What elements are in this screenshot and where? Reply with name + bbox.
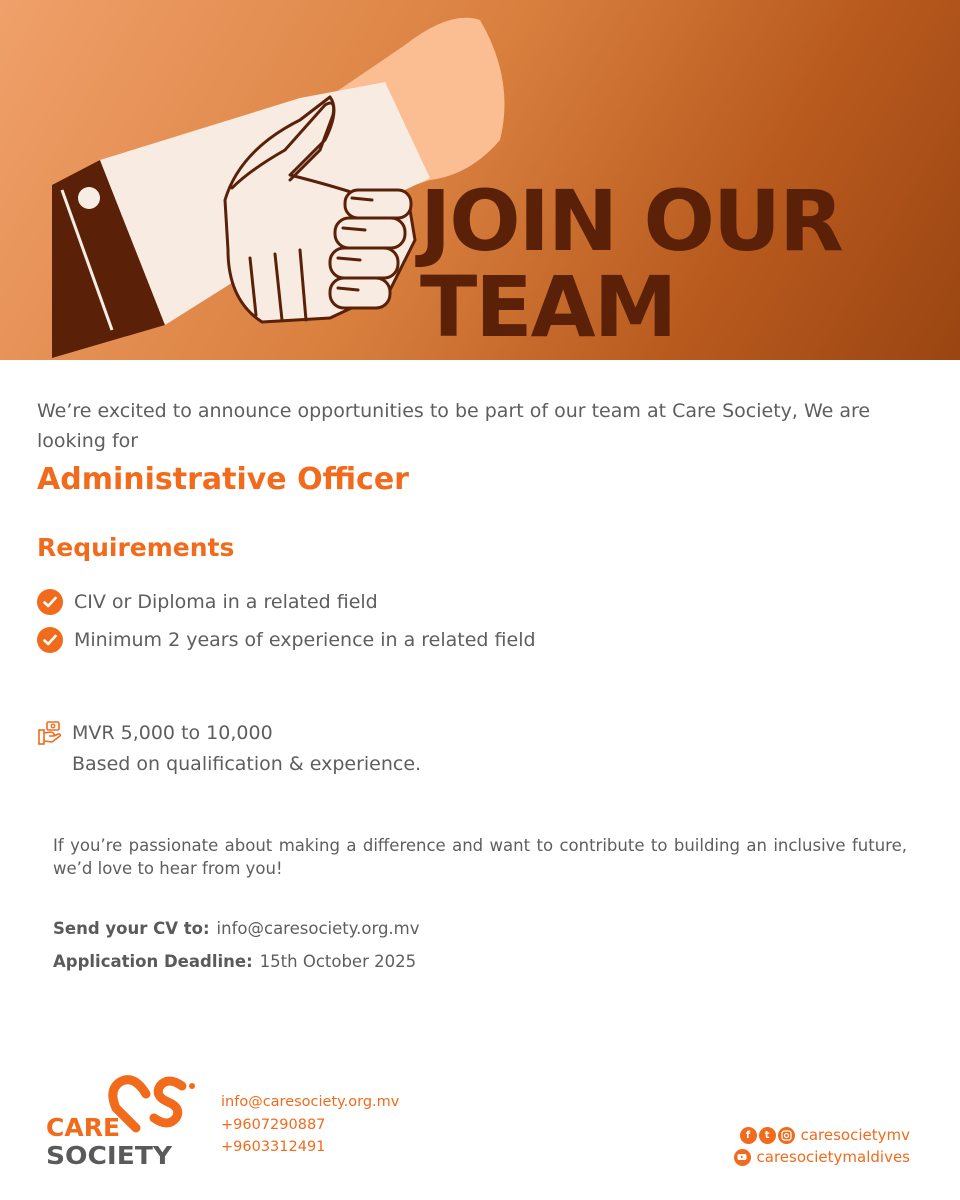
contact-phone-1[interactable]: +9607290887 (221, 1116, 326, 1133)
headline-line-2: TEAM (420, 258, 676, 356)
application-info (53, 912, 420, 978)
closing-paragraph: If you’re passionate about making a difference and want to contribute to building an inclusive future, we’d love to hear from you! (53, 836, 907, 878)
facebook-icon[interactable]: f (740, 1127, 757, 1144)
social-handle-2[interactable]: caresocietymaldives (756, 1148, 910, 1166)
cv-label: Send your CV to: (53, 919, 210, 938)
hero-banner (0, 0, 960, 360)
cv-email[interactable]: info@caresociety.org.mv (216, 919, 420, 938)
salary-block (37, 718, 421, 780)
social-handle-1[interactable]: caresocietymv (800, 1126, 910, 1144)
twitter-icon[interactable]: t (759, 1127, 776, 1144)
requirement-item (37, 583, 536, 621)
requirements-heading: Requirements (37, 533, 235, 562)
logo-line-2: SOCIETY (46, 1141, 173, 1170)
instagram-icon[interactable] (778, 1127, 795, 1144)
intro-text: We’re excited to announce opportunities to be part of our team at Care Society, We are looking for (37, 400, 871, 452)
job-title: Administrative Officer (37, 462, 409, 497)
salary-note: Based on qualification & experience. (72, 753, 422, 775)
requirements-list (37, 583, 536, 659)
requirement-text: CIV or Diploma in a related field (74, 591, 378, 613)
contact-phone-2[interactable]: +9603312491 (221, 1139, 326, 1155)
headline (420, 172, 842, 356)
youtube-icon[interactable] (734, 1149, 751, 1166)
deadline-value: 15th October 2025 (259, 952, 417, 971)
salary-range: MVR 5,000 to 10,000 (72, 722, 273, 744)
contact-email[interactable]: info@caresociety.org.mv (221, 1094, 400, 1110)
requirement-text: Minimum 2 years of experience in a related field (74, 629, 536, 651)
check-circle-icon (37, 627, 63, 653)
deadline-label: Application Deadline: (53, 952, 253, 971)
logo-line-1: CARE (46, 1113, 121, 1142)
contact-list (221, 1091, 399, 1159)
care-society-logo (44, 1072, 204, 1172)
headline-line-1: JOIN OUR (420, 172, 842, 270)
check-circle-icon (37, 589, 63, 615)
requirement-item (37, 621, 536, 659)
social-links (732, 1124, 910, 1168)
cuff-button (78, 187, 100, 209)
money-hand-icon (37, 720, 63, 748)
